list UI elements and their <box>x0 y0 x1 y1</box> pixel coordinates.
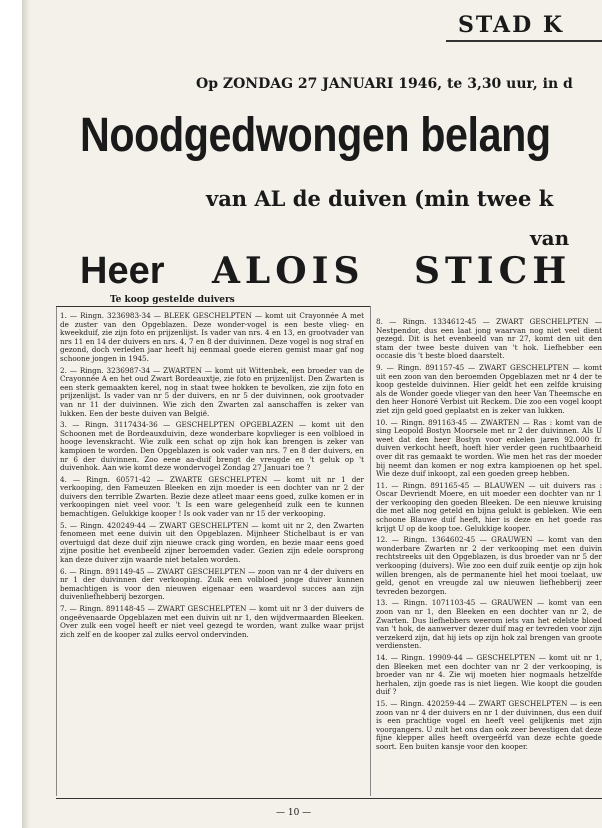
lot-entry-2: 2. — Ringn. 3236987-34 — ZWARTEN — komt uit Wittenbek, een broeder van de Crayonnée A en het oud Zwart Bordeauxtje, zie foto en prijzenlijst. Den Zwarten is een sterk gemaakten kerel, nog in staat twee hokken te bevolken, zie zijn foto en prijzenlijst. Is vader van nr 5 der duivers, en nr 5 der duivinnen, ook grootvader van nr 11 der duivinnen. Wie zich den Zwarten zal aanschaffen is zeker van lukken. Een der beste duiven van België. <box>60 365 364 418</box>
lot-entry-14: 14. — Ringn. 19909-44 — GESCHELPTEN — komt uit nr 1, den Bleeken met een dochter van nr 2 der verkooping, is broeder van nr 4. Zie wij moeten hier nogmaals hetzelfde herhalen, zijn goede ras is niet liegen. Wie koopt die gouden duif ? <box>376 652 602 697</box>
date-line: Op ZONDAG 27 JANUARI 1946, te 3,30 uur, in d <box>196 76 573 92</box>
page-number: — 10 — <box>276 808 312 818</box>
lot-entry-12: 12. — Ringn. 1364602-45 — GRAUWEN — komt van den wonderbare Zwarten nr 2 der verkooping met een duivin rechtstreeks uit den Opgeblazen, is dus broeder van nr 5 der verkooping (duivers). Wie zoo een duif zuik eentje op zijn hok willen brengen, als de permanente hiel het mooi toelaat, uw geld, genot en vreugde zal uw nieuwen liefhebberij zeer tevreden bezorgen. <box>376 535 602 596</box>
lot-entry-1: 1. — Ringn. 3236983-34 — BLEEK GESCHELPTEN — komt uit Crayonnée A met de zuster van den Opgeblazen. Deze wonder-vogel is een beste vlieg- en kweekduif, zie zijn foto en prijzenlijst. Is vader van nrs. 4 en 13, en grootvader van nrs 11 en 14 der duivers en nrs. 4, 7 en 8 der duivinnen. Deze vogel is nog straf en gezond, doch verleden jaar heeft hij eenmaal goede eieren gemist maar gaf nog schoone jongen in 1945. <box>60 312 364 363</box>
column-divider <box>370 306 371 796</box>
left-column <box>60 312 364 798</box>
lot-entry-5: 5. — Ringn. 420249-44 — ZWART GESCHELPTEN — komt uit nr 2, den Zwarten fenomeen met eene duivin uit den Opgeblazen. Mijnheer Stichelbaut is er van overtuigd dat deze duif zijn nieuwe crack ging worden, en bezie maar eens goed zijne positie het evenbeeld zijner beroemden vader. Gezien zijn edele oorsprong kan deze duiver zijn waarde niet betalen worden. <box>60 520 364 565</box>
right-column <box>376 318 602 798</box>
main-title: Noodgedwongen belang <box>80 109 551 162</box>
page-fold-shadow <box>22 0 30 828</box>
lot-entry-7: 7. — Ringn. 891148-45 — ZWART GESCHELPTEN — komt uit nr 3 der duivers de ongeëvenaarde Opgeblazen met een duivin uit nr 1, den wijdvermaarden Bleeken. Over zulk een vogel heeft er niet veel gezegd te worden, want zulke waar prijst zich zelf en de kooper zal zulks eervol ondervinden. <box>60 604 364 639</box>
van-label: van <box>530 226 570 250</box>
owner-heer: Heer <box>80 250 165 292</box>
left-column-top-rule <box>56 306 370 307</box>
lot-entry-6: 6. — Ringn. 891149-45 — ZWART GESCHELPTEN — zoon van nr 4 der duivers en nr 1 der duivinnen der verkooping. Zulk een volbloed jonge duiver kunnen bemachtigen is voor den nieuwen eigenaar een waardevol succes aan zijn duivenliefhebberij bezorgen. <box>60 566 364 602</box>
lot-entry-4: 4. — Ringn. 60571-42 — ZWARTE GESCHELPTEN — komt uit nr 1 der verkooping, den Fameuzen Bleeken en zijn moeder is een dochter van nr 2 der duivers den terrible Zwarten. Bezie deze atleet maar eens goed, zulke komen er in verkoopingen niet veel voor. 't Is een ware gelegenheid zulk een te kunnen bemachtigen. Gelukkige kooper ! Is ook vader van nr 15 der verkooping. <box>60 474 364 519</box>
subtitle: van AL de duiven (min twee k <box>206 186 554 211</box>
header-rule <box>446 40 602 42</box>
lot-entry-11: 11. — Ringn. 891165-45 — BLAUWEN — uit duivers ras : Oscar Devriendt Moere, en uit moeder een dochter van nr 1 der verkooping den goeden Bleeken. De een nieuwe kruising die met alle nog geteld en bijna gelukt is gebleken. Wie een schoone Blauwe duif heeft, hier is deze en het goede ras krijgt U op de koop toe. Gelukkige kooper. <box>376 480 602 533</box>
owner-first-name: ALOIS <box>212 250 365 292</box>
lot-entry-13: 13. — Ringn. 1071103-45 — GRAUWEN — komt van een zoon van nr 1, den Bleeken en een dochter van nr 2, de Zwarten. Dus liefhebbers weerom iets van het edelste bloed van 't hok, de aanwerver dezer duif mag er tevreden voor zijn verzekerd zijn, dat hij iets op zijn hok zal brengen van groote verdiensten. <box>376 598 602 651</box>
lot-entry-15: 15. — Ringn. 420259-44 — ZWART GESCHELPTEN — is een zoon van nr 4 der duivers en nr 1 der duivinnen, dus een duif is een prachtige vogel en heeft veel gelijkenis met zijn voorgangers. U zult het ons dan ook zeer bevestigen dat deze fijne klepper alles heeft overgeërfd van deze echte goede soort. Een buiten kansje voor den kooper. <box>376 698 602 751</box>
section-title: Te koop gestelde duivers <box>110 295 235 305</box>
left-column-left-border <box>56 306 57 796</box>
lot-entry-3: 3. — Ringn. 3117434-36 — GESCHELPTEN OPGEBLAZEN — komt uit den Schoonen met de Bordeauxduivin, deze wonderbare kopvlieger is een volbloed in hooge levenskracht. Wie zulk een schat op zijn hok kan brengen is zeker van kampioen te worden. Den Opgeblazen is ook vader van nrs. 7 en 8 der duivers, en nr 6 der duivinnen. Zoo eene aa-duif brengt de vreugde en 't geluk op 't duivenhok. Aan wie komt deze wondervogel Zondag 27 Januari toe ? <box>60 420 364 473</box>
stad-heading: STAD K <box>458 12 564 38</box>
lot-entry-8: 8. — Ringn. 1334612-45 — ZWART GESCHELPTEN — Nestpendor, dus een laat jong waarvan nog niet veel dient gezegd. Dit is het evenbeeld van nr 27, komt den uit den stam der twee beste duiven van 't hok. Liefhebber een occasie dis 't beste bloed daarstelt. <box>376 318 602 361</box>
bottom-rule <box>56 798 602 799</box>
lot-entry-9: 9. — Ringn. 891157-45 — ZWART GESCHELPTEN — komt uit een zoon van den beroemden Opgeblazen met nr 4 der te koop gestelde duivinnen. Hier geldt het een zelfde kruising als de Wonder goede vlieger van den heer Van Theemsche en den heer Honoré Verbist uit Reckem. Die zoo een vogel koopt ziet zijn geld goed geplaatst en is zeker van lukken. <box>376 362 602 415</box>
owner-last-name: STICH <box>414 250 572 292</box>
lot-entry-10: 10. — Ringn. 891163-45 — ZWARTEN — Ras : komt van de sing Leopold Bostyn Moorsele met nr 2 der duivinnen. Als U weet dat den heer Bostyn voor enkelen jaren 92.000 fr. duiven verkocht heeft, hoeft hier verder geen ruchtbaarheid over dit ras gemaakt te worden. Wie men het ras der moeder bij neemt dan komen er nog extra kampioenen op het spel. Wie deze duif inkoopt, zal een goeden greep hebben. <box>376 417 602 479</box>
